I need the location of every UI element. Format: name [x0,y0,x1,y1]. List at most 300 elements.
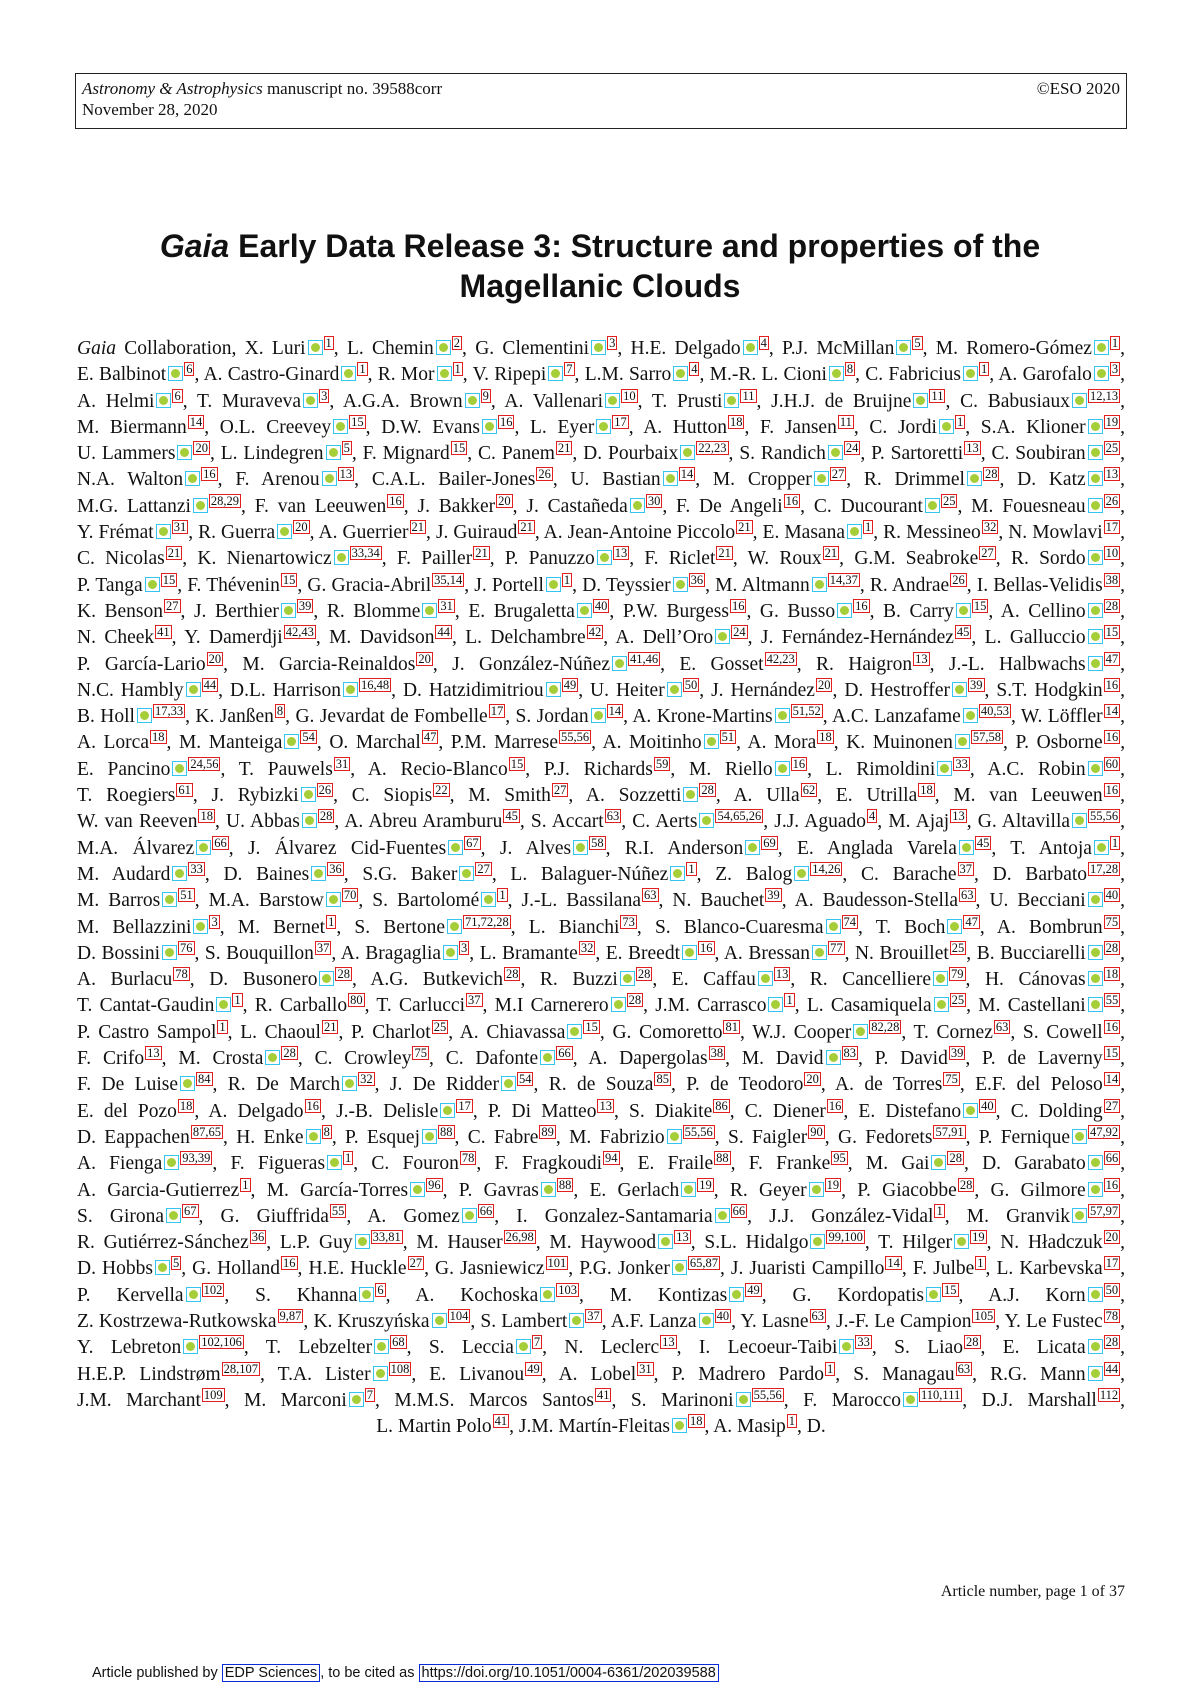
orcid-icon[interactable] [939,419,954,434]
orcid-icon[interactable] [196,840,211,855]
affiliation-link[interactable]: 16 [855,598,868,613]
orcid-icon[interactable] [1088,550,1103,565]
orcid-icon[interactable] [672,1418,687,1433]
orcid-icon[interactable] [663,471,678,486]
affiliation-link[interactable]: 88 [440,1124,453,1139]
affiliation-link[interactable]: 4 [691,362,698,377]
orcid-icon[interactable] [567,1024,582,1039]
orcid-icon[interactable] [546,577,561,592]
affiliation-link[interactable]: 37 [468,993,481,1008]
affiliation-link[interactable]: 19 [826,1177,840,1192]
affiliation-link[interactable]: 85 [656,1072,669,1087]
affiliation-link[interactable]: 54,65,26 [717,809,762,824]
orcid-icon[interactable] [277,524,292,539]
affiliation-link[interactable]: 16 [828,1098,842,1113]
affiliation-link[interactable]: 28 [1105,940,1119,955]
affiliation-link[interactable]: 18 [819,730,832,745]
affiliation-link[interactable]: 6 [186,362,193,377]
affiliation-link[interactable]: 74 [843,914,857,929]
affiliation-link[interactable]: 28 [283,1046,296,1061]
orcid-icon[interactable] [546,682,561,697]
affiliation-link[interactable]: 11 [839,414,852,429]
orcid-icon[interactable] [768,997,783,1012]
affiliation-link[interactable]: 71,72,28 [465,914,509,929]
affiliation-link[interactable]: 13 [599,1098,612,1113]
affiliation-link[interactable]: 26 [318,783,332,798]
affiliation-link[interactable]: 37 [959,861,973,876]
affiliation-link[interactable]: 8 [276,704,284,719]
orcid-icon[interactable] [322,471,337,486]
orcid-icon[interactable] [1088,1366,1103,1381]
orcid-icon[interactable] [177,445,192,460]
affiliation-link[interactable]: 31 [639,1361,652,1376]
affiliation-link[interactable]: 28 [959,1177,973,1192]
affiliation-link[interactable]: 13 [1105,467,1119,482]
affiliation-link[interactable]: 78 [461,1151,475,1166]
affiliation-link[interactable]: 19 [1105,414,1119,429]
orcid-icon[interactable] [186,1287,201,1302]
affiliation-link[interactable]: 20 [817,677,831,692]
affiliation-link[interactable]: 21 [824,546,838,561]
affiliation-link[interactable]: 5 [914,336,921,350]
orcid-icon[interactable] [672,1260,687,1275]
affiliation-link[interactable]: 18 [152,730,165,745]
orcid-icon[interactable] [611,997,626,1012]
affiliation-link[interactable]: 3 [609,336,616,350]
affiliation-link[interactable]: 39 [950,1046,964,1061]
affiliation-link[interactable]: 63 [957,1361,971,1376]
affiliation-link[interactable]: 16 [203,467,216,482]
affiliation-link[interactable]: 1 [219,1019,226,1034]
affiliation-link[interactable]: 13 [147,1046,160,1061]
affiliation-link[interactable]: 93,39 [182,1151,211,1166]
affiliation-link[interactable]: 22,23 [698,441,727,456]
affiliation-link[interactable]: 42,23 [766,651,795,666]
affiliation-link[interactable]: 9,87 [279,1308,302,1323]
affiliation-link[interactable]: 73 [622,914,635,929]
orcid-icon[interactable] [963,366,978,381]
orcid-icon[interactable] [569,1313,584,1328]
affiliation-link[interactable]: 66 [732,1203,746,1218]
affiliation-link[interactable]: 21 [475,546,488,561]
affiliation-link[interactable]: 1 [499,888,506,903]
affiliation-link[interactable]: 32 [360,1072,373,1087]
doi-link[interactable]: https://doi.org/10.1051/0004-6361/202039588 [419,1664,719,1682]
orcid-icon[interactable] [333,419,348,434]
orcid-icon[interactable] [1088,1155,1103,1170]
orcid-icon[interactable] [1088,1287,1103,1302]
affiliation-link[interactable]: 105 [974,1308,994,1323]
affiliation-link[interactable]: 8 [323,1124,330,1139]
affiliation-link[interactable]: 1 [1111,835,1119,850]
affiliation-link[interactable]: 50 [684,677,698,692]
affiliation-link[interactable]: 18 [179,1098,193,1113]
orcid-icon[interactable] [284,734,299,749]
orcid-icon[interactable] [963,708,978,723]
orcid-icon[interactable] [265,1050,280,1065]
affiliation-link[interactable]: 75 [414,1046,427,1061]
affiliation-link[interactable]: 55 [1105,993,1119,1008]
affiliation-link[interactable]: 14 [189,414,203,429]
orcid-icon[interactable] [156,393,171,408]
affiliation-link[interactable]: 25 [1105,441,1119,456]
affiliation-link[interactable]: 59 [655,756,669,771]
affiliation-link[interactable]: 1 [1111,336,1119,350]
orcid-icon[interactable] [1072,1129,1087,1144]
affiliation-link[interactable]: 39 [298,598,312,613]
orcid-icon[interactable] [667,682,682,697]
affiliation-link[interactable]: 13 [915,651,928,666]
orcid-icon[interactable] [963,1103,978,1118]
affiliation-link[interactable]: 57,91 [935,1124,964,1139]
affiliation-link[interactable]: 61 [178,783,191,798]
orcid-icon[interactable] [1088,629,1103,644]
affiliation-link[interactable]: 20 [208,651,222,666]
orcid-icon[interactable] [814,471,829,486]
affiliation-link[interactable]: 13 [662,1335,675,1350]
affiliation-link[interactable]: 1 [454,362,461,377]
affiliation-link[interactable]: 95 [833,1151,846,1166]
affiliation-link[interactable]: 14 [608,704,622,719]
orcid-icon[interactable] [180,1076,195,1091]
affiliation-link[interactable]: 26,98 [505,1230,534,1245]
affiliation-link[interactable]: 4 [760,336,767,350]
affiliation-link[interactable]: 90 [810,1124,823,1139]
orcid-icon[interactable] [620,971,635,986]
affiliation-link[interactable]: 28,107 [223,1361,259,1376]
affiliation-link[interactable]: 51,52 [792,704,821,719]
affiliation-link[interactable]: 78 [1105,1308,1119,1323]
affiliation-link[interactable]: 15 [585,1019,598,1034]
affiliation-link[interactable]: 104 [449,1308,469,1323]
affiliation-link[interactable]: 42 [588,625,602,640]
orcid-icon[interactable] [443,945,458,960]
orcid-icon[interactable] [839,1339,854,1354]
affiliation-link[interactable]: 51 [180,888,193,903]
affiliation-link[interactable]: 16 [389,493,402,508]
orcid-icon[interactable] [683,787,698,802]
affiliation-link[interactable]: 28 [319,809,333,824]
orcid-icon[interactable] [448,840,463,855]
affiliation-link[interactable]: 24 [733,625,746,640]
orcid-icon[interactable] [667,1129,682,1144]
affiliation-link[interactable]: 84 [198,1072,211,1087]
orcid-icon[interactable] [577,603,592,618]
orcid-icon[interactable] [1088,1182,1103,1197]
affiliation-link[interactable]: 39 [970,677,983,692]
affiliation-link[interactable]: 36 [690,572,704,587]
affiliation-link[interactable]: 110,111 [921,1387,961,1402]
affiliation-link[interactable]: 40 [1105,888,1119,903]
orcid-icon[interactable] [925,498,940,513]
affiliation-link[interactable]: 109 [203,1387,223,1402]
orcid-icon[interactable] [934,997,949,1012]
affiliation-link[interactable]: 25 [433,1019,447,1034]
affiliation-link[interactable]: 14 [680,467,694,482]
affiliation-link[interactable]: 94 [605,1151,618,1166]
affiliation-link[interactable]: 13 [614,546,628,561]
affiliation-link[interactable]: 55,56 [684,1124,713,1139]
affiliation-link[interactable]: 16 [792,756,806,771]
affiliation-link[interactable]: 25 [951,940,965,955]
affiliation-link[interactable]: 41 [157,625,170,640]
orcid-icon[interactable] [302,813,317,828]
affiliation-link[interactable]: 57,58 [972,730,1002,745]
orcid-icon[interactable] [374,1339,389,1354]
orcid-icon[interactable] [699,1313,714,1328]
orcid-icon[interactable] [847,524,862,539]
orcid-icon[interactable] [373,1366,388,1381]
affiliation-link[interactable]: 18 [690,1414,703,1429]
affiliation-link[interactable]: 49 [747,1282,760,1297]
orcid-icon[interactable] [193,919,208,934]
affiliation-link[interactable]: 67 [184,1203,197,1218]
affiliation-link[interactable]: 18 [729,414,743,429]
orcid-icon[interactable] [682,945,697,960]
affiliation-link[interactable]: 5 [172,1256,180,1271]
affiliation-link[interactable]: 28 [337,967,350,982]
affiliation-link[interactable]: 47 [965,914,978,929]
orcid-icon[interactable] [597,550,612,565]
affiliation-link[interactable]: 63 [811,1308,824,1323]
affiliation-link[interactable]: 15 [944,1282,957,1297]
affiliation-link[interactable]: 33,34 [351,546,380,561]
affiliation-link[interactable]: 55 [331,1203,345,1218]
affiliation-link[interactable]: 14,26 [812,861,841,876]
orcid-icon[interactable] [168,366,183,381]
affiliation-link[interactable]: 32 [983,520,997,535]
affiliation-link[interactable]: 44 [437,625,450,640]
orcid-icon[interactable] [1088,971,1103,986]
affiliation-link[interactable]: 86 [715,1098,728,1113]
orcid-icon[interactable] [591,340,606,355]
affiliation-link[interactable]: 82,28 [871,1019,900,1034]
affiliation-link[interactable]: 1 [981,362,988,377]
orcid-icon[interactable] [812,945,827,960]
affiliation-link[interactable]: 89 [541,1124,554,1139]
affiliation-link[interactable]: 21 [557,441,571,456]
orcid-icon[interactable] [896,340,911,355]
affiliation-link[interactable]: 103 [558,1282,577,1297]
orcid-icon[interactable] [1088,656,1103,671]
affiliation-link[interactable]: 88 [716,1151,729,1166]
affiliation-link[interactable]: 67 [466,835,479,850]
affiliation-link[interactable]: 28 [1105,1335,1119,1350]
affiliation-link[interactable]: 15 [452,441,466,456]
affiliation-link[interactable]: 57,97 [1090,1203,1119,1218]
affiliation-link[interactable]: 47,92 [1090,1124,1119,1139]
orcid-icon[interactable] [216,997,231,1012]
orcid-icon[interactable] [681,1182,696,1197]
orcid-icon[interactable] [933,971,948,986]
affiliation-link[interactable]: 1 [688,861,695,876]
affiliation-link[interactable]: 1 [977,1256,984,1271]
affiliation-link[interactable]: 41,46 [629,651,659,666]
affiliation-link[interactable]: 24,56 [190,756,219,771]
affiliation-link[interactable]: 21 [718,546,731,561]
affiliation-link[interactable]: 21 [520,520,533,535]
orcid-icon[interactable] [715,629,730,644]
affiliation-link[interactable]: 31 [440,598,453,613]
affiliation-link[interactable]: 20 [418,651,431,666]
affiliation-link[interactable]: 17 [458,1098,471,1113]
affiliation-link[interactable]: 4 [869,809,876,824]
orcid-icon[interactable] [343,682,358,697]
orcid-icon[interactable] [327,1155,342,1170]
affiliation-link[interactable]: 33 [190,861,203,876]
affiliation-link[interactable]: 45 [956,625,970,640]
orcid-icon[interactable] [673,366,688,381]
orcid-icon[interactable] [281,603,296,618]
orcid-icon[interactable] [349,1392,364,1407]
affiliation-link[interactable]: 28 [1105,598,1119,613]
affiliation-link[interactable]: 49 [563,677,577,692]
orcid-icon[interactable] [341,366,356,381]
affiliation-link[interactable]: 13 [676,1230,689,1245]
affiliation-link[interactable]: 1 [325,336,332,350]
affiliation-link[interactable]: 28 [628,993,642,1008]
orcid-icon[interactable] [952,682,967,697]
affiliation-link[interactable]: 21 [738,520,751,535]
affiliation-link[interactable]: 1 [563,572,571,587]
orcid-icon[interactable] [501,1076,516,1091]
affiliation-link[interactable]: 30 [647,493,661,508]
affiliation-link[interactable]: 63 [644,888,657,903]
affiliation-link[interactable]: 6 [377,1282,384,1297]
orcid-icon[interactable] [1094,340,1109,355]
affiliation-link[interactable]: 96 [428,1177,441,1192]
affiliation-link[interactable]: 3 [211,914,218,929]
orcid-icon[interactable] [1088,498,1103,513]
affiliation-link[interactable]: 87,65 [192,1124,221,1139]
affiliation-link[interactable]: 21 [167,546,181,561]
affiliation-link[interactable]: 40 [716,1308,730,1323]
affiliation-link[interactable]: 33 [857,1335,870,1350]
orcid-icon[interactable] [145,577,160,592]
affiliation-link[interactable]: 99,100 [828,1230,863,1245]
affiliation-link[interactable]: 44 [203,677,217,692]
orcid-icon[interactable] [630,498,645,513]
orcid-icon[interactable] [955,734,970,749]
orcid-icon[interactable] [410,1182,425,1197]
affiliation-link[interactable]: 69 [763,835,776,850]
affiliation-link[interactable]: 40 [594,598,608,613]
orcid-icon[interactable] [1088,471,1103,486]
orcid-icon[interactable] [1088,997,1103,1012]
affiliation-link[interactable]: 17 [490,704,504,719]
orcid-icon[interactable] [812,577,827,592]
orcid-icon[interactable] [605,393,620,408]
affiliation-link[interactable]: 55,56 [1090,809,1119,824]
affiliation-link[interactable]: 1 [865,520,872,535]
orcid-icon[interactable] [699,813,714,828]
affiliation-link[interactable]: 16,48 [360,677,390,692]
orcid-icon[interactable] [422,1129,437,1144]
affiliation-link[interactable]: 15 [510,756,524,771]
affiliation-link[interactable]: 3 [1111,362,1119,377]
affiliation-link[interactable]: 18 [920,783,933,798]
orcid-icon[interactable] [810,1234,825,1249]
affiliation-link[interactable]: 55,56 [561,730,590,745]
affiliation-link[interactable]: 13 [339,467,353,482]
affiliation-link[interactable]: 51 [721,730,735,745]
orcid-icon[interactable] [1072,813,1087,828]
affiliation-link[interactable]: 8 [846,362,854,377]
affiliation-link[interactable]: 37 [587,1308,600,1323]
affiliation-link[interactable]: 1 [788,1414,796,1429]
affiliation-link[interactable]: 27 [1105,1098,1119,1113]
affiliation-link[interactable]: 27 [166,598,179,613]
publisher-link[interactable]: EDP Sciences [222,1664,320,1682]
affiliation-link[interactable]: 24 [845,441,859,456]
affiliation-link[interactable]: 80 [350,993,363,1008]
affiliation-link[interactable]: 16 [785,493,799,508]
orcid-icon[interactable] [1094,366,1109,381]
affiliation-link[interactable]: 45 [505,809,518,824]
affiliation-link[interactable]: 76 [180,940,193,955]
affiliation-link[interactable]: 79 [951,967,964,982]
orcid-icon[interactable] [155,1260,170,1275]
orcid-icon[interactable] [775,708,790,723]
affiliation-link[interactable]: 27 [553,783,567,798]
affiliation-link[interactable]: 20 [195,441,208,456]
affiliation-link[interactable]: 42,43 [285,625,314,640]
orcid-icon[interactable] [540,1287,555,1302]
affiliation-link[interactable]: 7 [366,1387,373,1402]
orcid-icon[interactable] [729,1287,744,1302]
affiliation-link[interactable]: 16 [1105,783,1119,798]
orcid-icon[interactable] [954,1234,969,1249]
orcid-icon[interactable] [1088,945,1103,960]
affiliation-link[interactable]: 28 [949,1151,962,1166]
affiliation-link[interactable]: 66 [558,1046,571,1061]
orcid-icon[interactable] [794,866,809,881]
affiliation-link[interactable]: 11 [742,388,755,403]
orcid-icon[interactable] [829,366,844,381]
affiliation-link[interactable]: 13 [775,967,789,982]
affiliation-link[interactable]: 62 [802,783,816,798]
affiliation-link[interactable]: 40,53 [980,704,1009,719]
affiliation-link[interactable]: 38 [1105,572,1119,587]
orcid-icon[interactable] [658,1234,673,1249]
affiliation-link[interactable]: 47 [423,730,437,745]
affiliation-link[interactable]: 28 [984,467,998,482]
orcid-icon[interactable] [541,1182,556,1197]
affiliation-link[interactable]: 12,13 [1090,388,1119,403]
affiliation-link[interactable]: 28 [505,967,519,982]
affiliation-link[interactable]: 27 [831,467,845,482]
affiliation-link[interactable]: 7 [533,1335,541,1350]
orcid-icon[interactable] [809,1182,824,1197]
orcid-icon[interactable] [758,971,773,986]
affiliation-link[interactable]: 31 [173,520,187,535]
affiliation-link[interactable]: 39 [767,888,780,903]
orcid-icon[interactable] [967,471,982,486]
orcid-icon[interactable] [1088,603,1103,618]
orcid-icon[interactable] [162,945,177,960]
affiliation-link[interactable]: 3 [321,388,328,403]
orcid-icon[interactable] [193,498,208,513]
affiliation-link[interactable]: 49 [527,1361,540,1376]
affiliation-link[interactable]: 55,56 [753,1387,782,1402]
orcid-icon[interactable] [673,577,688,592]
orcid-icon[interactable] [745,840,760,855]
orcid-icon[interactable] [704,734,719,749]
affiliation-link[interactable]: 54 [518,1072,532,1087]
affiliation-link[interactable]: 50 [1105,1282,1119,1297]
affiliation-link[interactable]: 108 [390,1361,410,1376]
orcid-icon[interactable] [826,919,841,934]
